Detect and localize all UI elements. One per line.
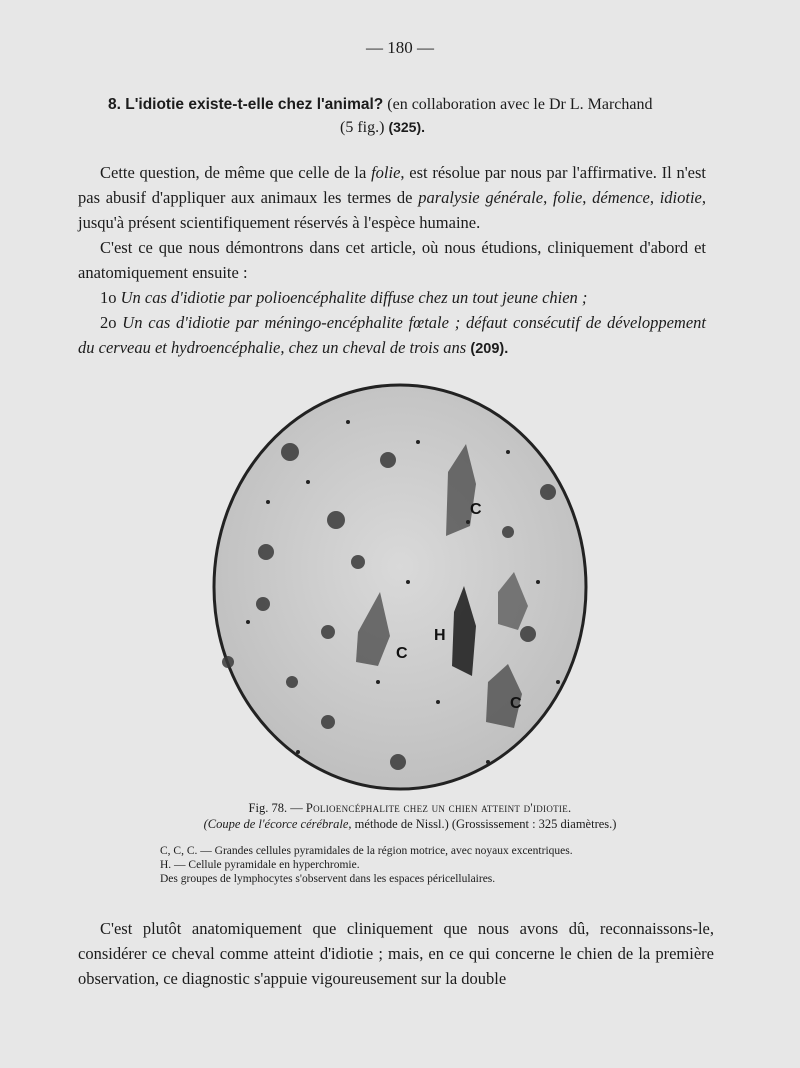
bottom-paragraph: C'est plutôt anatomiquement que cliniquement que nous avons dû, reconnaissons-le, considérer ce cheval comme atteint d'idiotie ; mais, en ce qui concerne le chien de la première observation, ce diagnostic s'appuie vigoureusement sur la double [78,919,714,988]
legend-line: Des groupes de lymphocytes s'observent dans les espaces péricellulaires. [160,873,496,885]
figure-number: Fig. 78. — [248,801,306,815]
heading-line-2 [108,116,718,139]
label-h: H [434,627,446,644]
figure-count: (5 fig.) [340,119,385,136]
list-item-1: 1o Un cas d'idiotie par polioencéphalite diffuse chez un tout jeune chien ; [100,288,588,307]
list-item-2: 2o Un cas d'idiotie par méningo-encéphalite fœtale ; défaut consécutif de développement du cerveau et hydroencéphalie, chez un cheval de trois ans (209). [78,313,707,357]
label-c-3: C [510,695,522,712]
figure-legend [160,844,680,886]
figure-title: Polioencéphalite chez un chien atteint d'idiotie. [305,801,572,815]
legend-line: H. — Cellule pyramidale en hyperchromie. [160,859,360,871]
legend-line: C, C, C. — Grandes cellules pyramidales de la région motrice, avec noyaux excentriques. [160,845,573,857]
reference-number: (325). [388,119,426,135]
label-c-2: C [396,645,408,662]
page-number: — 180 — [366,38,434,57]
figure-caption [160,800,660,832]
micrograph-illustration [208,382,592,792]
paragraph-1: Cette question, de même que celle de la folie, est résolue par nous par l'affirmative. Il n'est pas abusif d'appliquer aux animaux les termes de paralysie générale, folie, démence, idiotie, jusqu'à présent scientifiquement réservés à l'espèce humaine. [78,163,707,232]
figure-subtitle-italic: (Coupe de l'écorce cérébrale, [203,817,352,831]
label-c-1: C [470,501,482,518]
intro-text [78,160,706,362]
article-title: 8. L'idiotie existe-t-elle chez l'animal? [108,96,384,113]
paragraph-2: C'est ce que nous démontrons dans cet article, où nous étudions, cliniquement d'abord et anatomiquement ensuite : [78,238,706,282]
collaboration-note: (en collaboration avec le Dr L. Marchand [387,96,653,113]
figure-subtitle-rest: méthode de Nissl.) (Grossissement : 325 diamètres.) [351,817,617,831]
article-heading [108,93,718,139]
